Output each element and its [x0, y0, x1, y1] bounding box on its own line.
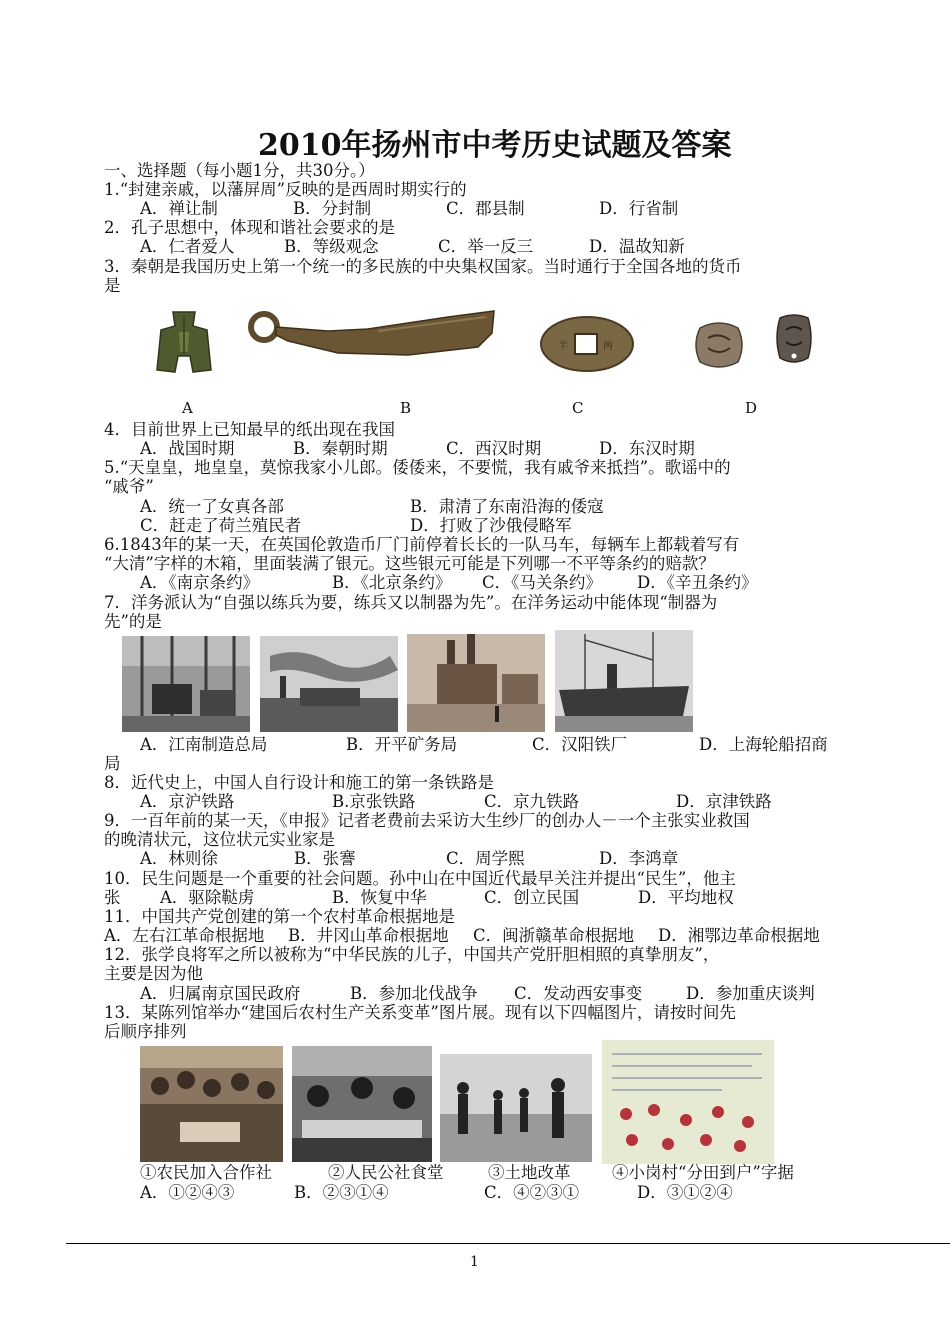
q10-option-a: A．驱除鞑虏 — [160, 888, 255, 907]
q5-option-c: C．赶走了荷兰殖民者 — [140, 516, 302, 535]
q5-stem-line2: “戚爷” — [104, 477, 154, 496]
antnose-coin-image-1 — [690, 318, 748, 372]
q11-option-a: A．左右江革命根据地 — [104, 926, 265, 945]
q2-option-d: D．温故知新 — [589, 237, 685, 256]
q4-option-d: D．东汉时期 — [599, 439, 695, 458]
q1-option-b: B．分封制 — [293, 199, 372, 218]
page-number: 1 — [470, 1254, 479, 1270]
q1-stem: 1.“封建亲戚，以藩屏周”反映的是西周时期实行的 — [104, 180, 467, 199]
footer-divider — [66, 1243, 950, 1244]
q5-option-d: D．打败了沙俄侵略军 — [410, 516, 572, 535]
q12-option-a: A．归属南京国民政府 — [140, 984, 301, 1003]
ironworks-photo — [407, 634, 545, 732]
q5-option-b: B．肃清了东南沿海的倭寇 — [410, 497, 604, 516]
q13-caption-1: ①农民加入合作社 — [140, 1163, 272, 1182]
q3-label-a: A — [182, 399, 193, 417]
mining-bureau-photo — [260, 636, 398, 732]
q3-stem-line1: 3．秦朝是我国历史上第一个统一的多民族的中央集权国家。当时通行于全国各地的货币 — [104, 257, 742, 276]
q9-option-d: D．李鸿章 — [599, 849, 679, 868]
q8-stem: 8．近代史上，中国人自行设计和施工的第一条铁路是 — [104, 773, 494, 792]
q11-option-b: B．井冈山革命根据地 — [288, 926, 449, 945]
svg-text:半: 半 — [558, 341, 568, 352]
q5-stem-line1: 5.“天皇皇，地皇皇，莫惊我家小儿郎。倭倭来，不要慌，我有戚爷来抵挡”。歌谣中的 — [104, 458, 731, 477]
q2-option-b: B．等级观念 — [284, 237, 379, 256]
q10-stem-line1: 10．民生问题是一个重要的社会问题。孙中山在中国近代最早关注并提出“民生”，他主 — [104, 869, 736, 888]
q6-stem-line1: 6.1843年的某一天，在英国伦敦造币厂门前停着长长的一队马车，每辆车上都载着写有 — [104, 535, 740, 554]
xiaogang-contract-photo — [602, 1040, 774, 1164]
q12-stem-line2: 主要是因为他 — [104, 964, 203, 983]
q3-stem-line2: 是 — [104, 276, 121, 295]
q5-option-a: A．统一了女真各部 — [140, 497, 284, 516]
q10-option-b: B．恢复中华 — [332, 888, 427, 907]
q7-option-b: B．开平矿务局 — [346, 735, 458, 754]
q4-stem: 4．目前世界上已知最早的纸出现在我国 — [104, 420, 395, 439]
q11-option-d: D．湘鄂边革命根据地 — [658, 926, 820, 945]
q9-option-c: C．周学熙 — [446, 849, 525, 868]
q4-option-c: C．西汉时期 — [446, 439, 542, 458]
q12-option-c: C．发动西安事变 — [514, 984, 643, 1003]
q7-option-d: D．上海轮船招商 — [699, 735, 828, 754]
q1-option-a: A．禅让制 — [140, 199, 218, 218]
q8-option-b: B.京张铁路 — [332, 792, 416, 811]
q7-option-c: C．汉阳铁厂 — [532, 735, 628, 754]
q6-option-b: B．《北京条约》 — [332, 573, 452, 592]
q8-option-c: C．京九铁路 — [484, 792, 580, 811]
q13-option-a: A．①②④③ — [140, 1183, 235, 1202]
q4-option-b: B．秦朝时期 — [293, 439, 388, 458]
page-title: 2010年扬州市中考历史试题及答案 — [258, 128, 732, 163]
q13-stem-line2: 后顺序排列 — [104, 1022, 187, 1041]
q9-stem-line1: 9．一百年前的某一天，《申报》记者老费前去采访大生纱厂的创办人－一个主张实业救国 — [104, 811, 750, 830]
q13-stem-line1: 13．某陈列馆举办“建国后农村生产关系变革”图片展。现有以下四幅图片，请按时间先 — [104, 1003, 736, 1022]
q11-option-c: C．闽浙赣革命根据地 — [473, 926, 635, 945]
knife-coin-image — [248, 305, 498, 361]
land-reform-photo — [440, 1054, 592, 1162]
q6-option-c: C．《马关条约》 — [482, 573, 602, 592]
q9-option-a: A．林则徐 — [140, 849, 218, 868]
steamship-photo — [555, 630, 693, 732]
q8-option-a: A．京沪铁路 — [140, 792, 235, 811]
q1-option-d: D．行省制 — [599, 199, 679, 218]
q6-option-d: D．《辛丑条约》 — [637, 573, 758, 592]
q13-caption-2: ②人民公社食堂 — [328, 1163, 444, 1182]
q10-option-d: D．平均地权 — [638, 888, 734, 907]
q13-option-d: D．③①②④ — [637, 1183, 733, 1202]
q13-option-c: C．④②③① — [484, 1183, 580, 1202]
q7-stem-line1: 7．洋务派认为“自强以练兵为要，练兵又以制器为先”。在洋务运动中能体现“制器为 — [104, 593, 718, 612]
spade-coin-image — [153, 308, 215, 376]
banliang-coin-image — [538, 315, 636, 373]
q2-option-a: A．仁者爱人 — [140, 237, 235, 256]
q7-stem-line2: 先”的是 — [104, 612, 162, 631]
q1-option-c: C．郡县制 — [446, 199, 525, 218]
q7-option-d-wrap: 局 — [104, 754, 121, 773]
q13-caption-4: ④小岗村“分田到户”字据 — [612, 1163, 794, 1182]
q8-option-d: D．京津铁路 — [676, 792, 772, 811]
q3-label-b: B — [400, 399, 412, 417]
q12-option-d: D．参加重庆谈判 — [686, 984, 815, 1003]
q3-label-d: D — [745, 399, 758, 417]
q10-stem-line2: 张 — [104, 888, 121, 907]
section-heading: 一、选择题（每小题1分，共30分。） — [104, 161, 375, 180]
commune-canteen-photo — [292, 1046, 432, 1162]
q2-stem: 2．孔子思想中，体现和谐社会要求的是 — [104, 218, 395, 237]
q7-option-a: A．江南制造总局 — [140, 735, 268, 754]
q9-option-b: B．张謇 — [294, 849, 356, 868]
q9-stem-line2: 的晚清状元，这位状元实业家是 — [104, 830, 335, 849]
q11-stem: 11．中国共产党创建的第一个农村革命根据地是 — [104, 907, 455, 926]
svg-text:两: 两 — [603, 341, 613, 352]
q6-option-a: A．《南京条约》 — [140, 573, 260, 592]
q12-option-b: B．参加北伐战争 — [350, 984, 478, 1003]
q12-stem-line1: 12．张学良将军之所以被称为“中华民族的儿子，中国共产党肝胆相照的真挚朋友”， — [104, 945, 720, 964]
q10-option-c: C．创立民国 — [484, 888, 580, 907]
antnose-coin-image-2 — [772, 312, 816, 366]
q3-label-c: C — [572, 399, 584, 417]
q6-stem-line2: “大清”字样的木箱，里面装满了银元。这些银元可能是下列哪一不平等条约的赔款？ — [104, 554, 715, 573]
factory-interior-photo — [122, 636, 250, 732]
cooperative-photo — [140, 1046, 283, 1162]
q13-option-b: B．②③①④ — [294, 1183, 389, 1202]
q13-caption-3: ③土地改革 — [488, 1163, 571, 1182]
q2-option-c: C．举一反三 — [438, 237, 534, 256]
q4-option-a: A．战国时期 — [140, 439, 235, 458]
